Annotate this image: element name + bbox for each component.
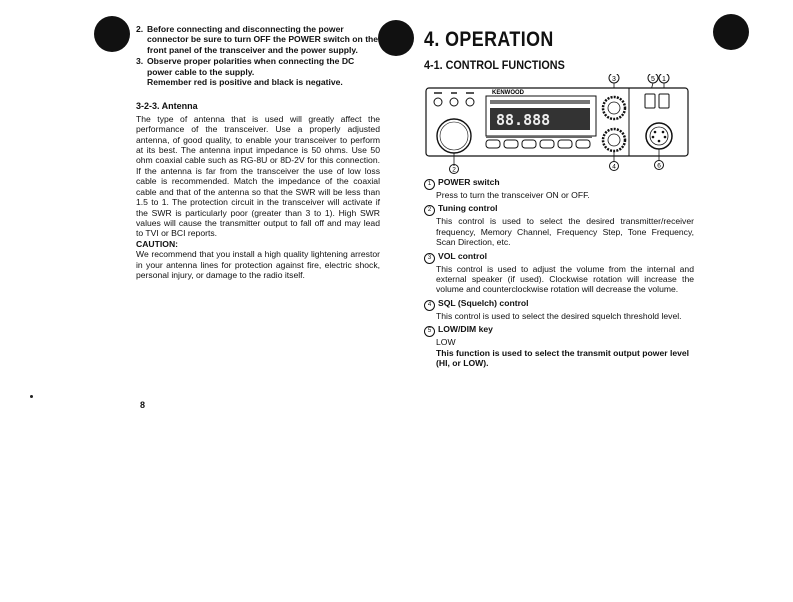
- caution-label: CAUTION:: [136, 238, 179, 249]
- svg-text:6: 6: [657, 162, 661, 170]
- binder-hole-left: [94, 16, 130, 52]
- item-text: Observe proper polarities when connecting the DC power cable to the supply.: [147, 56, 355, 77]
- svg-text:4: 4: [612, 163, 616, 171]
- control-item-power: [424, 177, 694, 200]
- item-number: 2.: [136, 24, 144, 34]
- svg-text:2: 2: [452, 166, 456, 174]
- list-item: [136, 56, 380, 87]
- binder-hole-middle: [378, 20, 414, 56]
- control-item-vol: [424, 251, 694, 295]
- item-number: 3.: [136, 56, 144, 67]
- control-number: 2: [424, 205, 435, 216]
- left-page: [136, 24, 380, 280]
- control-number: 5: [424, 326, 435, 337]
- tuning-knob: [437, 119, 471, 153]
- caution-text: We recommend that you install a high quality lightening arrestor in your antenna lines for protection against fire, electric shock, personal injury, or damage to the radio itself.: [136, 249, 380, 280]
- item-text: Before connecting and disconnecting the power connector be sure to turn OFF the POWER switch on the front panel of the transceiver and the power supply.: [147, 24, 379, 55]
- antenna-paragraph: The type of antenna that is used will greatly affect the performance of the transceiver. Use a properly adjusted antenna, of good quality, to enable your transceiver to perform at its best. The antenna input impedance is 50 ohms. Use 50 ohm coaxial cable such as RG-8U or 8D-2V for this connection. If the antenna is far from the transceiver the use of low loss cable is recommended. Match the impedance of the coaxial cable and that of the antenna so that the SWR will be less than 1.5 to 1. The protection circuit in the transceiver will activate if the SWR is particularly poor (greater than 3 to 1). High SWR values will cause the transmitter output to fall off and may lead to TVI or BCI reports.: [136, 113, 380, 239]
- callout-4: [610, 162, 619, 171]
- svg-text:5: 5: [651, 76, 655, 83]
- control-title: LOW/DIM key: [438, 324, 493, 335]
- vol-knob: [603, 97, 625, 119]
- control-title: POWER switch: [438, 177, 500, 187]
- page-title: 4. OPERATION: [424, 28, 554, 51]
- callout-6: [655, 161, 664, 170]
- control-title: VOL control: [438, 250, 488, 261]
- control-number: 3: [424, 253, 435, 264]
- speck: [30, 395, 33, 398]
- control-desc: This control is used to adjust the volume from the internal and external speaker (if used). Clockwise rotation will increase the volume and counterclockwise rotation will decrease the volume.: [436, 263, 694, 295]
- control-desc: This control is used to select the desired squelch threshold level.: [436, 310, 682, 321]
- radio-front-panel-illustration: [424, 74, 694, 174]
- right-page: [424, 28, 694, 368]
- lcd-digits: 88.888: [496, 111, 551, 129]
- control-item-tuning: [424, 203, 694, 247]
- control-item-low-dim: [424, 324, 694, 368]
- control-title: SQL (Squelch) control: [438, 297, 529, 308]
- low-dim-key: [645, 94, 655, 108]
- binder-hole-right: [713, 14, 749, 50]
- control-title: Tuning control: [438, 203, 498, 214]
- control-number: 1: [424, 179, 435, 190]
- page-number: 8: [140, 400, 146, 410]
- power-switch: [659, 94, 669, 108]
- control-desc: This control is used to select the desired transmitter/receiver frequency, Memory Channel, Frequency Step, Tone Frequency, Scan Direction, etc.: [436, 216, 694, 248]
- control-panel-figure: [424, 74, 694, 174]
- callout-2: [450, 165, 459, 174]
- brand-label: KENWOOD: [492, 90, 524, 96]
- svg-text:1: 1: [662, 76, 666, 83]
- section-subtitle: 4-1. CONTROL FUNCTIONS: [424, 58, 565, 72]
- list-item: [136, 24, 380, 55]
- svg-text:3: 3: [612, 76, 616, 83]
- item-note: Remember red is positive and black is negative.: [147, 77, 343, 88]
- control-sublabel: LOW: [436, 337, 456, 348]
- section-title: 3-2-3. Antenna: [136, 101, 198, 112]
- sql-knob: [603, 129, 625, 151]
- control-item-sql: [424, 298, 694, 321]
- control-desc: This function is used to select the transmit output power level (HI, or LOW).: [436, 347, 690, 369]
- control-desc: Press to turn the transceiver ON or OFF.: [436, 190, 590, 200]
- control-number: 4: [424, 300, 435, 311]
